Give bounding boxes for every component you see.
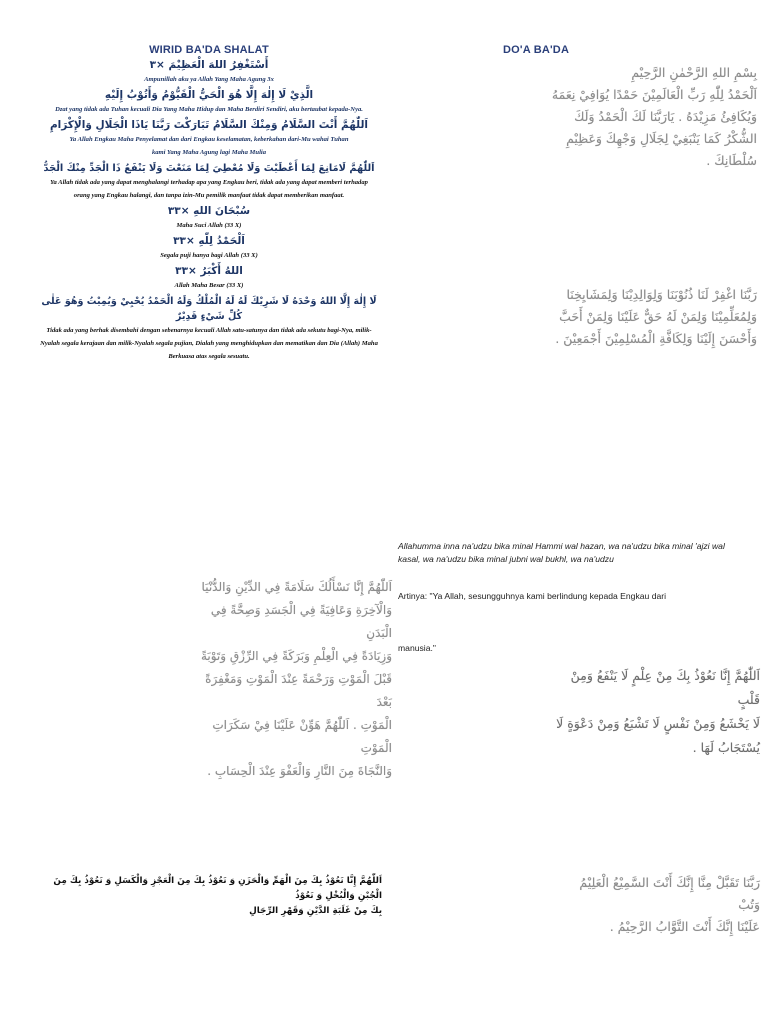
doa-rabbana-taqabbal	[555, 872, 760, 938]
wirid-translation-takbir: Allah Maha Besar (33 X)	[174, 282, 244, 289]
wirid-translation-lamania: Ya Allah tidak ada yang dapat menghalangi terhadap apa yang Engkau beri, tidak ada yang dapat memberi terhadap orang yang Engkau halangi, dan tanpa izin-Mu pemilik manfaat tidak dapat memberikan manfaat.	[50, 179, 368, 199]
doa-salamah-line: وَالنَّجَاةَ مِنَ النَّارِ وَالْعَفْوَ عِنْدَ الْحِسَابِ .	[207, 764, 392, 778]
doa-salamah-line: وَزِيَادَةً فِي الْعِلْمِ وَبَرَكَةً فِي الرِّزْقِ وَتَوْبَةً	[200, 649, 392, 663]
doa4-line: رَبَّنَا تَقَبَّلْ مِنَّا إِنَّكَ أَنْتَ السَّمِيْعُ الْعَلِيْمُ وَتُبْ	[579, 875, 760, 912]
doa-rabbanaghfirlana	[545, 284, 757, 350]
doa2-line: وَلِمُعَلِّمِيْنَا وَلِمَنْ لَهُ حَقٌّ عَلَيْنَا وَلِمَنْ أَحَبَّ	[559, 309, 757, 324]
doa-alhamdulillah	[545, 62, 757, 172]
wirid-arabic-takbir: اللهُ أَكْبَرُ ×٣٣	[175, 265, 243, 277]
wirid-block-list	[40, 58, 378, 363]
wirid-title: WIRID BA'DA SHALAT	[149, 44, 269, 56]
doa-ilmin-la-yanfa	[555, 664, 760, 760]
doa3-line: اَللّٰهُمَّ إِنَّا نَعُوْذُ بِكَ مِنْ عِلْمٍ لَا يَنْفَعُ وَمِنْ قَلْبٍ	[570, 668, 760, 707]
wirid-translation-assalam: Ya Allah Engkau Maha Penyelamat dan dari Engkau keselamatan, keberkahan dari-Mu wahai Tuhan kami Yang Maha Agung lagi Maha Mulia	[69, 136, 349, 156]
wirid-arabic-tahmid: اَلْحَمْدُ لِلّٰهِ ×٣٣	[173, 235, 245, 247]
doa1-line: سُلْطَانِكَ .	[706, 153, 757, 168]
doa-artinya: Artinya: "Ya Allah, sesungguhnya kami berlindung kepada Engkau dari	[398, 591, 667, 601]
doa-salamah-line: وَالْآخِرَةِ وَعَافِيَةً فِي الْجَسَدِ وَصِحَّةً فِي الْبَدَنِ	[210, 603, 392, 640]
doa-title: DO'A BA'DA	[503, 44, 570, 56]
wirid-arabic-tasbih: سُبْحَانَ اللهِ ×٣٣	[167, 205, 251, 217]
wirid-translation-tahlil: Tidak ada yang berhak disembahi dengan sebenarnya kecuali Allah satu-satunya dan tidak ada sekutu bagi-Nya, milik-Nyalah segala kerajaan dan milik-Nyalah segala pujian, Dialah yang menghidupkan dan mematikan dan Dia (Allah) Maha Berkuasa atas segala sesuatu.	[40, 327, 378, 360]
wirid-translation-alhayyu: Dzat yang tidak ada Tuhan kecuali Dia Yang Maha Hidup dan Maha Berdiri Sendiri, aku bertaubat kepada-Nya.	[55, 106, 363, 113]
doa2-line: وَأَحْسَنَ إِلَيْنَا وَلِكَافَّةِ الْمُسْلِمِيْنَ أَجْمَعِيْنَ .	[555, 331, 757, 346]
wirid-translation-istighfar: Ampunillah aku ya Allah Yang Maha Agung 3x	[144, 76, 274, 83]
doa3-line: لَا يَخْشَعُ وَمِنْ نَفْسٍ لَا تَشْبَعُ وَمِنْ دَعْوَةٍ لَا	[556, 716, 760, 731]
doa-salamah-line: اَللّٰهُمَّ إِنَّا نَسْأَلُكَ سَلَامَةً فِي الدِّيْنِ وَالدُّنْيَا	[201, 580, 392, 594]
wirid-arabic-alhayyu: الَّذِيْ لَا إِلٰهَ إِلَّا هُوَ الْحَيُّ الْقَيُّوْمُ وَأَتُوْبُ إِلَيْهِ	[104, 89, 314, 101]
wirid-translation-tasbih: Maha Suci Allah (33 X)	[176, 222, 242, 229]
doa1-line: بِسْمِ اللهِ الرَّحْمٰنِ الرَّحِيْمِ	[631, 65, 757, 80]
doa-salamah	[196, 576, 392, 783]
wirid-arabic-tahlil: لَا إِلٰهَ إِلَّا اللهُ وَحْدَهُ لَا شَرِيْكَ لَهُ لَهُ الْمُلْكُ وَلَهُ الْحَمْدُ يُحْيِيْ وَيُمِيْتُ وَهُوَ عَلٰى كُلِّ شَيْءٍ قَدِيْرٌ	[41, 296, 377, 322]
doa1-line: اَلْحَمْدُ لِلّٰهِ رَبِّ الْعَالَمِيْنَ حَمْدًا يُوَافِيْ نِعَمَهُ	[551, 87, 757, 102]
doa-manusia: manusia."	[398, 643, 436, 653]
doa-salamah-line: الْمَوْتِ . اَللّٰهُمَّ هَوِّنْ عَلَيْنَا فِيْ سَكَرَاتِ الْمَوْتِ	[212, 718, 392, 755]
doa-hammi-wal-hazan	[48, 874, 382, 919]
wirid-arabic-istighfar: أَسْتَغْفِرُ اللهَ الْعَظِيْمَ ×٣	[149, 59, 269, 71]
doa1-line: الشُّكْرُ كَمَا يَنْبَغِيْ لِجَلَالِ وَجْهِكَ وَعَظِيْمِ	[566, 131, 757, 146]
doa-salamah-line: قَبْلَ الْمَوْتِ وَرَحْمَةً عِنْدَ الْمَوْتِ وَمَغْفِرَةً بَعْدَ	[205, 672, 392, 709]
wirid-translation-tahmid: Segala puji hanya bagi Allah (33 X)	[160, 252, 258, 259]
doa3-line: يُسْتَجَابُ لَهَا .	[692, 740, 760, 755]
wirid-arabic-lamania: اَللّٰهُمَّ لَامَانِعَ لِمَا أَعْطَيْتَ وَلَا مُعْطِيَ لِمَا مَنَعْتَ وَلَا يَنْفَعُ ذَا الْجَدِّ مِنْكَ الْجَدُّ	[43, 163, 375, 174]
doa1-line: وَيُكَافِئُ مَزِيْدَهُ . يَارَبَّنَا لَكَ الْحَمْدُ وَلَكَ	[574, 109, 757, 124]
doa4-line: عَلَيْنَا إِنَّكَ أَنْتَ التَّوَّابُ الرَّحِيْمُ .	[609, 919, 760, 934]
doa-hammi-line: اَللّٰهُمَّ إِنَّا نَعُوْذُ بِكَ مِنَ الْهَمِّ وَالْحَزَنِ وَ نَعُوْذُ بِكَ مِنَ الْعَجْزِ وَالْكَسَلِ وَ نَعُوْذُ بِكَ مِنَ الْجُبْنِ وَالْبُخْلِ وَ نَعُوْذُ	[53, 876, 382, 901]
doa2-line: رَبَّنَا اغْفِرْ لَنَا ذُنُوْبَنَا وَلِوَالِدِيْنَا وَلِمَشَايِخِنَا	[566, 287, 757, 302]
doa-hammi-line: بِكَ مِنْ غَلَبَةِ الدَّيْنِ وَقَهْرِ الرِّجَالِ	[249, 906, 382, 916]
wirid-arabic-assalam: اَللّٰهُمَّ أَنْتَ السَّلَامُ وَمِنْكَ السَّلَامُ تَبَارَكْتَ رَبَّنَا يَاذَا الْجَلَالِ وَالْإِكْرَامِ	[49, 119, 369, 131]
doa-latin-transliteration: Allahumma inna na'udzu bika minal Hammi wal hazan, wa na'udzu bika minal 'ajzi wal kasal, wa na'udzu bika minal jubni wal bukhl, wa na'udzu	[398, 541, 725, 564]
